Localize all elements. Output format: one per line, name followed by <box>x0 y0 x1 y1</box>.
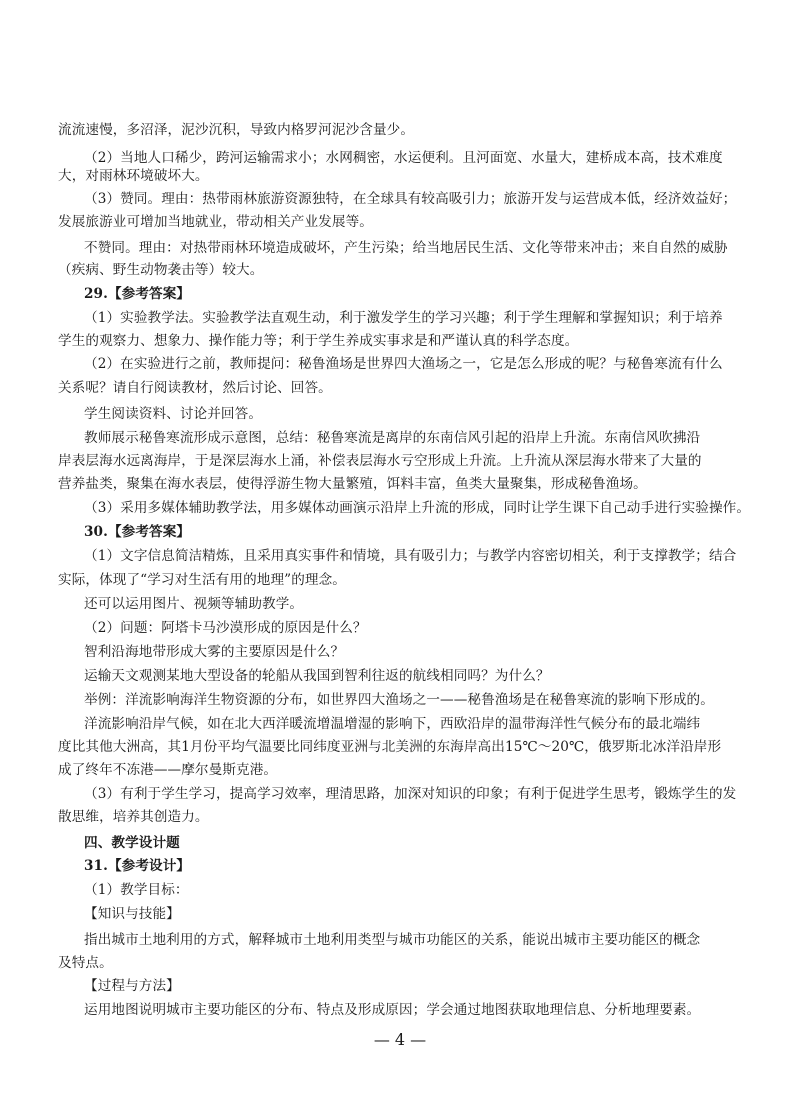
text-line: （3）采用多媒体辅助教学法，用多媒体动画演示沿岸上升流的形成，同时让学生课下自己动手进行实验操作。 <box>84 500 751 516</box>
text-line: 流流速慢，多沼泽，泥沙沉积，导致内格罗河泥沙含量少。 <box>58 122 415 138</box>
text-line: 及特点。 <box>58 955 113 971</box>
text-line: 不赞同。理由：对热带雨林环境造成破坏，产生污染；给当地居民生活、文化等带来冲击；来自自然的威胁 <box>84 240 728 256</box>
text-line: 大，对雨林环境破坏大。 <box>58 168 209 184</box>
text-line: （1）教学目标： <box>84 882 189 898</box>
text-line: （3）赞同。理由：热带雨林旅游资源独特，在全球具有较高吸引力；旅游开发与运营成本低，经济效益好； <box>84 191 737 207</box>
text-line: 成了终年不冻港——摩尔曼斯克港。 <box>58 762 278 778</box>
text-line: 举例：洋流影响海洋生物资源的分布，如世界四大渔场之一——秘鲁渔场是在秘鲁寒流的影响下形成的。 <box>84 692 714 708</box>
page-number: — 4 — <box>373 1030 427 1049</box>
text-line: 散思维，培养其创造力。 <box>58 809 209 825</box>
text-line: 度比其他大洲高，其1月份平均气温要比同纬度亚洲与北美洲的东海岸高出15℃～20℃，俄罗斯北冰洋沿岸形 <box>58 739 722 755</box>
answer-heading-30: 30.【参考答案】 <box>84 524 191 540</box>
text-line: 洋流影响沿岸气候，如在北大西洋暖流增温增湿的影响下，西欧沿岸的温带海洋性气候分布的最北端纬 <box>84 716 701 732</box>
text-line: 学生阅读资料、讨论并回答。 <box>84 406 263 422</box>
text-line: 岸表层海水远离海岸，于是深层海水上涌，补偿表层海水亏空形成上升流。上升流从深层海水带来了大量的 <box>58 453 702 469</box>
subheading-knowledge: 【知识与技能】 <box>84 906 180 922</box>
text-line: 实际，体现了“学习对生活有用的地理”的理念。 <box>58 572 346 588</box>
text-line: 指出城市土地利用的方式，解释城市土地利用类型与城市功能区的关系，能说出城市主要功能区的概念 <box>84 932 701 948</box>
text-line: 教师展示秘鲁寒流形成示意图，总结：秘鲁寒流是离岸的东南信风引起的沿岸上升流。东南信风吹拂沿 <box>84 430 701 446</box>
text-line: （2）问题：阿塔卡马沙漠形成的原因是什么？ <box>84 620 367 636</box>
section-heading: 四、教学设计题 <box>84 835 180 851</box>
text-line: 运用地图说明城市主要功能区的分布、特点及形成原因；学会通过地图获取地理信息、分析地理要素。 <box>84 1002 701 1018</box>
subheading-process: 【过程与方法】 <box>84 978 180 994</box>
text-line: （1）实验教学法。实验教学法直观生动，利于激发学生的学习兴趣；利于学生理解和掌握知识；利于培养 <box>84 310 723 326</box>
text-line: 发展旅游业可增加当地就业，带动相关产业发展等。 <box>58 214 373 230</box>
text-line: 智利沿海地带形成大雾的主要原因是什么？ <box>84 644 345 660</box>
answer-heading-31: 31.【参考设计】 <box>84 858 191 874</box>
text-line: （2）当地人口稀少，跨河运输需求小；水网稠密，水运便利。且河面宽、水量大，建桥成本高，技术难度 <box>84 150 723 166</box>
text-line: （1）文字信息简洁精炼，且采用真实事件和情境，具有吸引力；与教学内容密切相关，利于支撑教学；结合 <box>84 548 737 564</box>
text-line: 还可以运用图片、视频等辅助教学。 <box>84 596 304 612</box>
text-line: （3）有利于学生学习，提高学习效率，理清思路，加深对知识的印象；有利于促进学生思考，锻炼学生的发 <box>84 786 737 802</box>
text-line: （疾病、野生动物袭击等）较大。 <box>58 262 264 278</box>
text-line: 关系呢？请自行阅读教材，然后讨论、回答。 <box>58 380 332 396</box>
text-line: （2）在实验进行之前，教师提问：秘鲁渔场是世界四大渔场之一，它是怎么形成的呢？与秘鲁寒流有什么 <box>84 356 723 372</box>
answer-heading-29: 29.【参考答案】 <box>84 286 191 302</box>
text-line: 学生的观察力、想象力、操作能力等；利于学生养成实事求是和严谨认真的科学态度。 <box>58 333 579 349</box>
text-line: 营养盐类，聚集在海水表层，使得浮游生物大量繁殖，饵料丰富，鱼类大量聚集，形成秘鲁渔场。 <box>58 476 647 492</box>
text-line: 运输天文观测某地大型设备的轮船从我国到智利往返的航线相同吗？为什么？ <box>84 668 550 684</box>
